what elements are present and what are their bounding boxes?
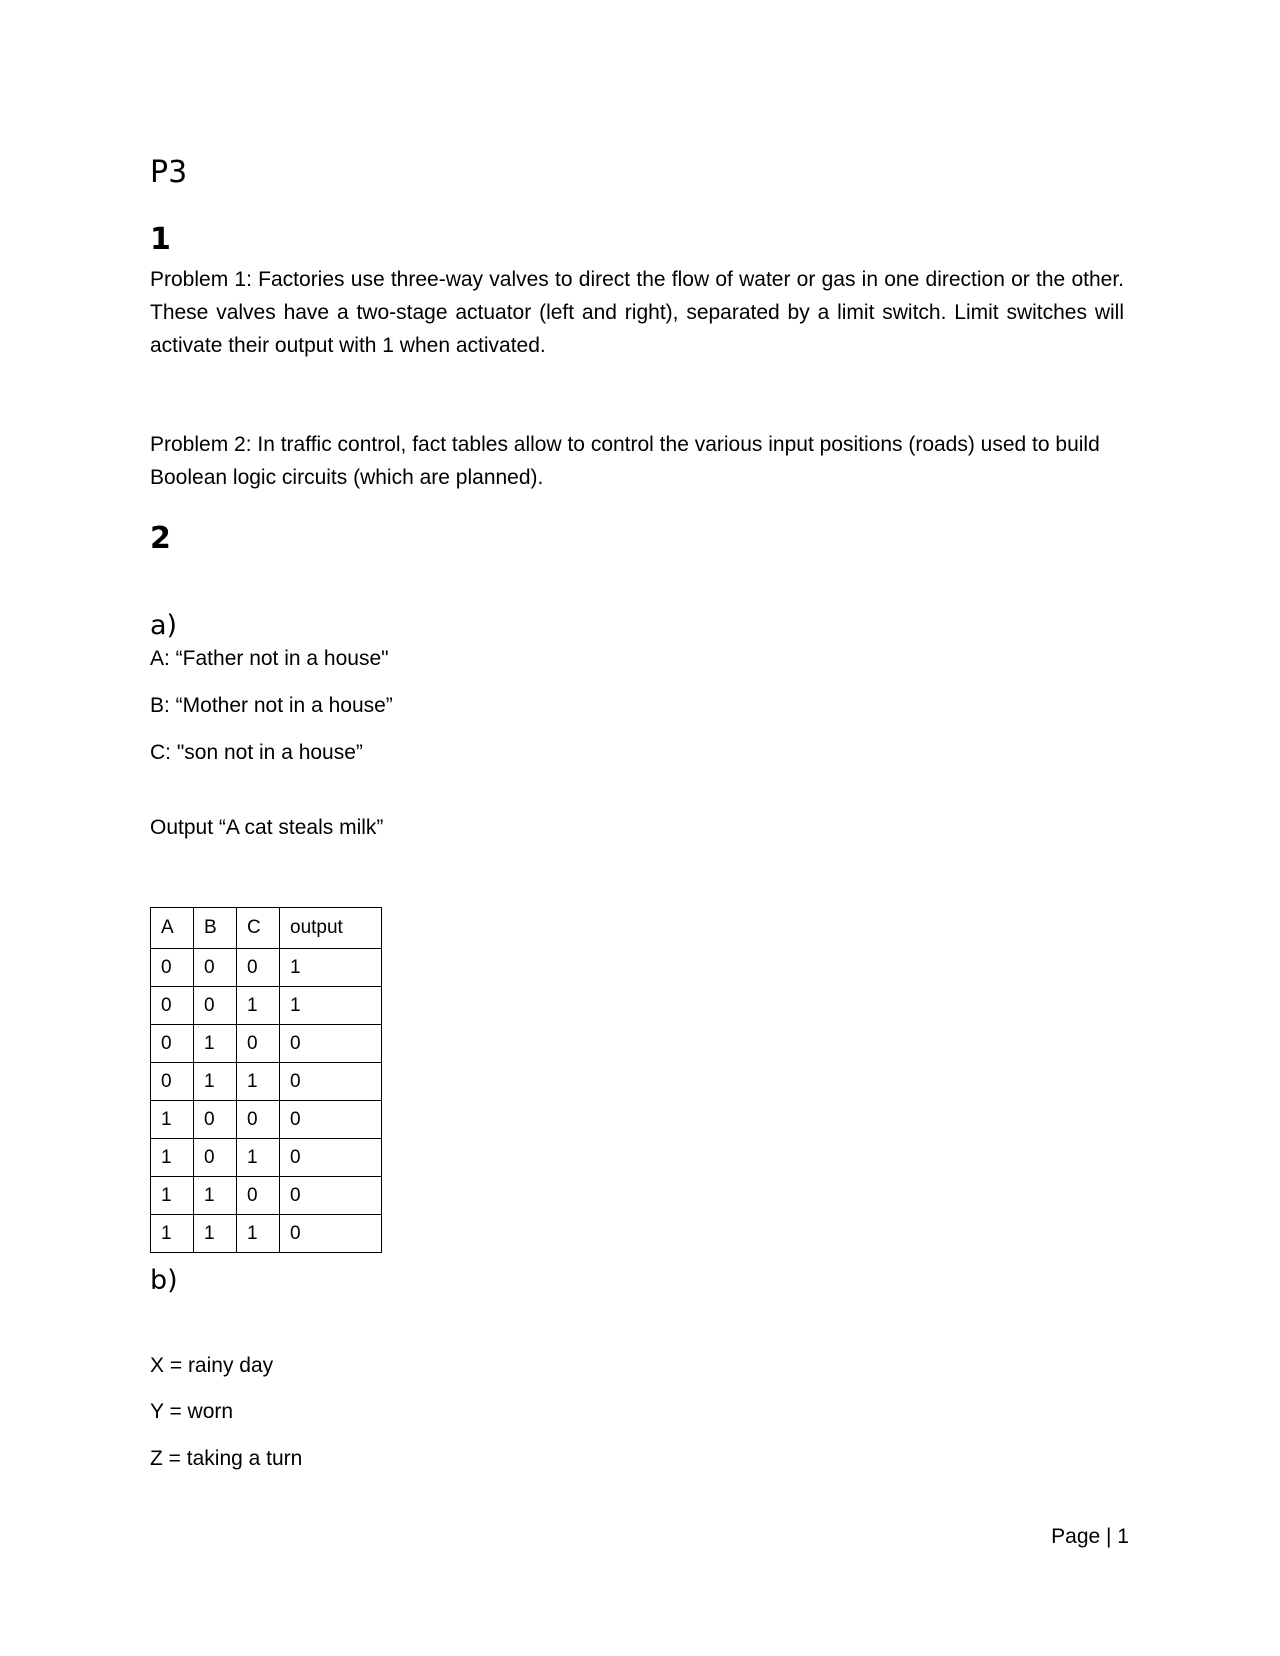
table-cell: 0 [280,1025,382,1063]
table-cell: 1 [280,987,382,1025]
table-cell: 1 [280,949,382,987]
definition-b: B: “Mother not in a house” [150,694,393,717]
table-cell: 0 [280,1063,382,1101]
table-cell: 0 [151,987,194,1025]
table-cell: 1 [194,1063,237,1101]
header-cell-c: C [237,908,280,949]
table-row [151,1177,382,1215]
header-cell-a: A [151,908,194,949]
table-row [151,949,382,987]
definition-c: C: "son not in a house” [150,741,363,764]
table-cell: 0 [151,1063,194,1101]
table-cell: 1 [151,1101,194,1139]
table-cell: 1 [237,987,280,1025]
output-label: Output “A cat steals milk” [150,816,384,839]
truth-table-header-row [151,908,382,949]
table-cell: 0 [194,949,237,987]
table-row [151,1063,382,1101]
table-row [151,1215,382,1253]
table-cell: 0 [280,1101,382,1139]
table-cell: 1 [237,1063,280,1101]
table-cell: 1 [237,1139,280,1177]
part-a-heading: a) [150,610,178,641]
document-title: P3 [150,155,188,190]
table-row [151,1025,382,1063]
table-cell: 0 [237,949,280,987]
header-cell-output: output [280,908,382,949]
table-cell: 1 [151,1139,194,1177]
table-row [151,987,382,1025]
table-cell: 1 [194,1025,237,1063]
table-cell: 0 [151,949,194,987]
section-1-heading: 1 [150,222,171,257]
truth-table [150,907,382,1253]
table-cell: 1 [237,1215,280,1253]
table-cell: 0 [151,1025,194,1063]
table-cell: 0 [194,1101,237,1139]
definition-x: X = rainy day [150,1354,274,1377]
table-cell: 1 [151,1215,194,1253]
definition-y: Y = worn [150,1400,234,1423]
table-cell: 1 [151,1177,194,1215]
table-cell: 0 [280,1177,382,1215]
table-cell: 1 [194,1177,237,1215]
section-2-heading: 2 [150,521,171,556]
table-cell: 0 [194,987,237,1025]
problem-2-paragraph: Problem 2: In traffic control, fact tables allow to control the various input positions (roads) used to build Boolean logic circuits (which are planned). [150,433,1100,489]
page-number-footer: Page | 1 [1051,1525,1129,1548]
table-row [151,1101,382,1139]
problem-1-paragraph: Problem 1: Factories use three-way valves to direct the flow of water or gas in one direction or the other. These valves have a two-stage actuator (left and right), separated by a limit switch. Limit switches will activate their output with 1 when activated. [150,268,1124,357]
table-row [151,1139,382,1177]
table-cell: 0 [280,1215,382,1253]
table-cell: 0 [237,1101,280,1139]
table-cell: 0 [194,1139,237,1177]
header-cell-b: B [194,908,237,949]
table-cell: 0 [280,1139,382,1177]
table-cell: 1 [194,1215,237,1253]
definition-a: A: “Father not in a house" [150,647,389,670]
part-b-heading: b) [150,1265,178,1296]
table-cell: 0 [237,1025,280,1063]
table-cell: 0 [237,1177,280,1215]
definition-z: Z = taking a turn [150,1447,303,1470]
